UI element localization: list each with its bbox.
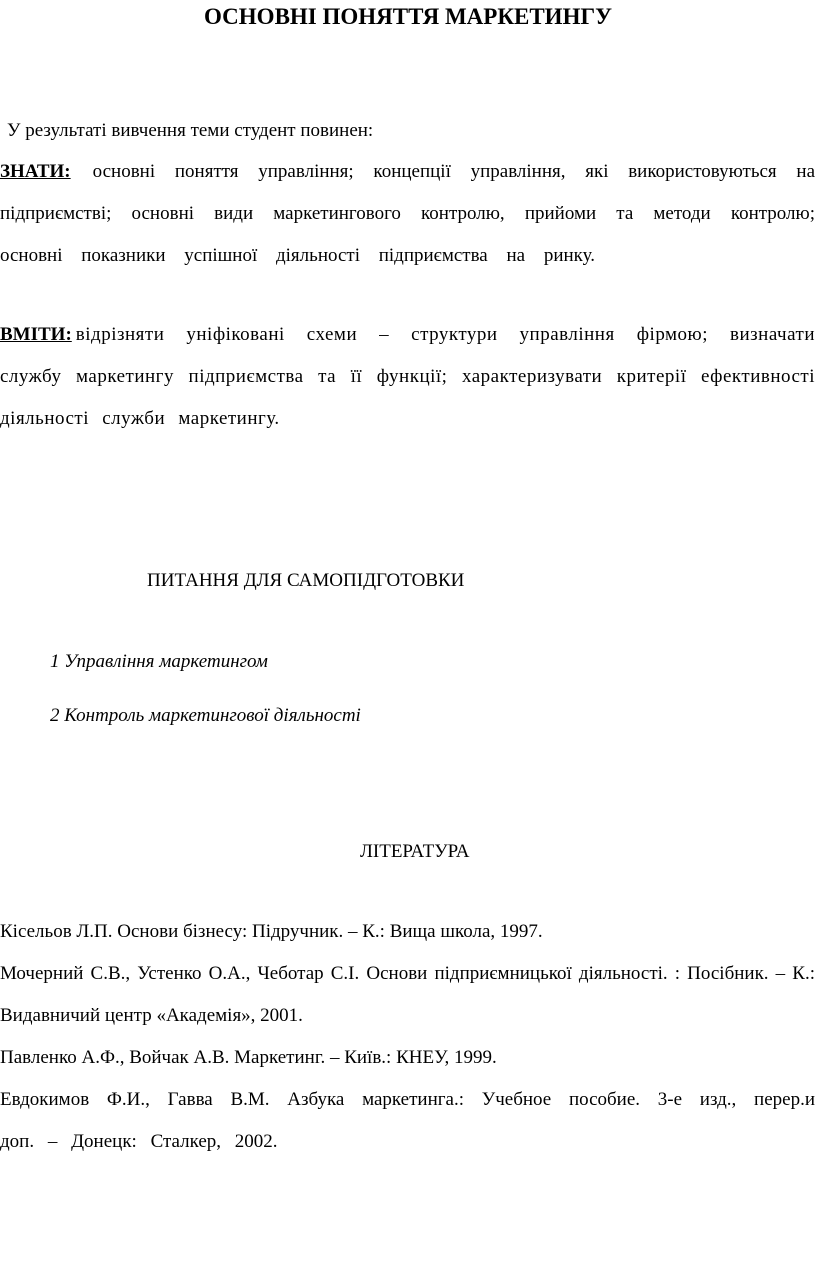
literature-item: Кісельов Л.П. Основи бізнесу: Підручник. – К.: Вища школа, 1997. — [0, 921, 543, 942]
able-label: ВМІТИ: — [0, 324, 72, 345]
intro-text: У результаті вивчення теми студент повинен: — [7, 120, 374, 141]
question-item: 2 Контроль маркетингової діяльності — [50, 705, 361, 726]
literature-heading: ЛІТЕРАТУРА — [360, 841, 470, 862]
questions-heading: ПИТАННЯ ДЛЯ САМОПІДГОТОВКИ — [147, 570, 465, 591]
question-item: 1 Управління маркетингом — [50, 651, 268, 672]
able-text: відрізняти уніфіковані схеми – структури управління фірмою; визначати службу маркетингу підприємства та її функції; характеризувати критерії ефективності діяльності служби маркетингу. — [0, 324, 815, 429]
literature-item: Мочерний С.В., Устенко О.А., Чеботар С.І. Основи підприємницької діяльності. : Посібник. – К.: Видавничий центр «Академія», 2001. — [0, 963, 815, 1026]
literature-item: Павленко А.Ф., Войчак А.В. Маркетинг. – Київ.: КНЕУ, 1999. — [0, 1047, 497, 1068]
literature-item: Евдокимов Ф.И., Гавва В.М. Азбука маркетинга.: Учебное пособие. 3-е изд., перер.и доп. – Донецк: Сталкер, 2002. — [0, 1089, 815, 1152]
know-paragraph — [0, 151, 815, 277]
page-title: ОСНОВНІ ПОНЯТТЯ МАРКЕТИНГУ — [204, 4, 612, 29]
know-text: основні поняття управління; концепції управління, які використовуються на підприємстві; основні види маркетингового контролю, прийоми та методи контролю; основні показники успішної діяльності підприємства на ринку. — [0, 161, 815, 266]
able-paragraph — [0, 314, 815, 440]
know-label: ЗНАТИ: — [0, 161, 71, 182]
literature-list — [0, 911, 815, 1163]
